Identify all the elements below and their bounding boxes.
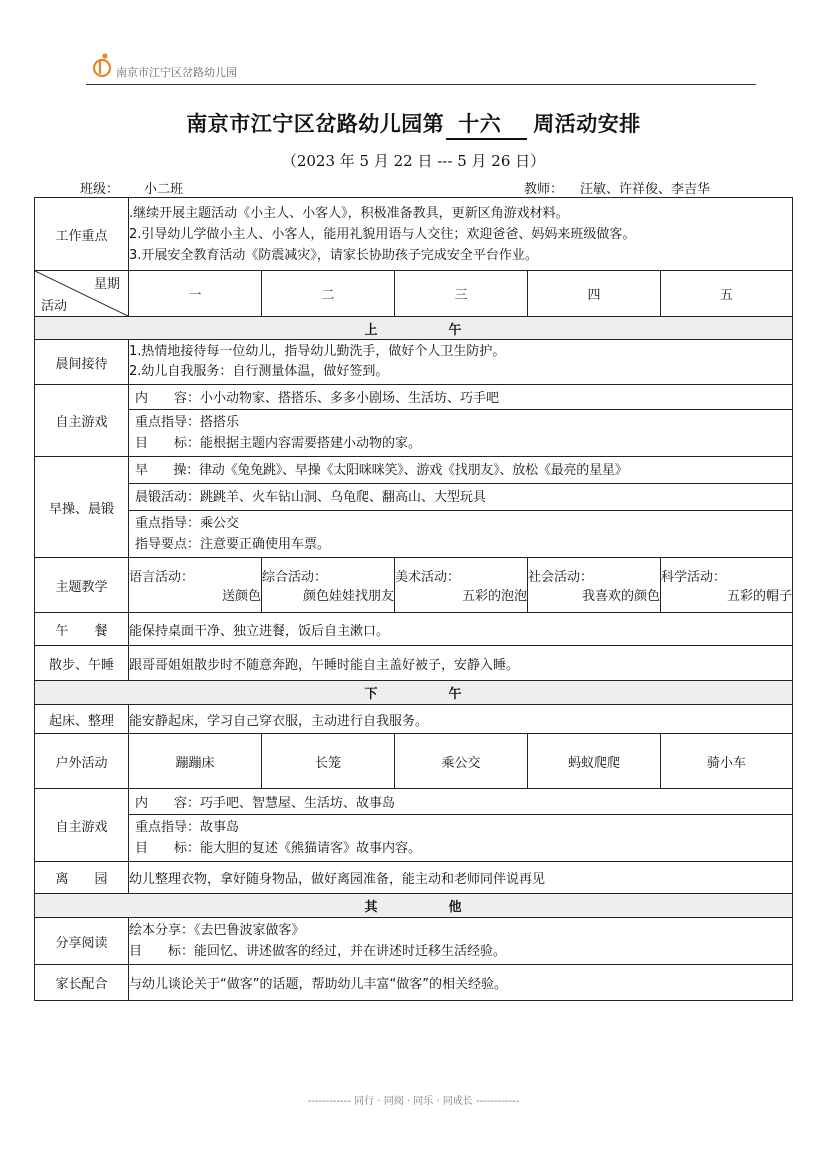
leave-row [35, 862, 793, 894]
wakeup-label: 起床、整理 [35, 705, 129, 734]
afternoon-free-play-row [35, 789, 793, 862]
weekday-wed: 三 [395, 271, 528, 317]
teaching-title: 五彩的帽子 [727, 589, 793, 604]
pm-free-play-guidance [129, 814, 792, 861]
outdoor-tue: 长笼 [262, 734, 395, 789]
teaching-category: 语言活动： [129, 570, 195, 585]
focus-line: .继续开展主题活动《小主人、小客人》，积极准备教具，更新区角游戏材料。 [129, 205, 569, 221]
page-footer: ------------ 同行 · 同阅 · 同乐 · 同成长 ------------ [307, 1096, 520, 1107]
reading-label: 分享阅读 [35, 918, 129, 965]
section-morning: 上 午 [35, 317, 793, 340]
free-play-label: 自主游戏 [35, 385, 129, 457]
teacher-label: 教师： [524, 182, 564, 197]
focus-line: 2.引导幼儿学做小主人、小客人，能用礼貌用语与人交往；欢迎爸爸、妈妈来班级做客。 [129, 226, 636, 242]
teaching-cell-tue [262, 558, 395, 613]
outdoor-fri: 骑小车 [661, 734, 793, 789]
teaching-title: 我喜欢的颜色 [581, 589, 660, 604]
exercise-points: 指导要点：注意要正确使用车票。 [135, 537, 331, 552]
morning-reception-row [35, 340, 793, 385]
outdoor-thu: 蚂蚁爬爬 [528, 734, 661, 789]
parents-label: 家长配合 [35, 965, 129, 1001]
free-play-focus: 重点指导：搭搭乐 [135, 415, 240, 430]
title-week-number: 十六 [446, 108, 527, 140]
free-play-areas: 内 容：小小动物家、搭搭乐、多多小剧场、生活坊、巧手吧 [135, 391, 500, 406]
teaching-category: 美术活动： [395, 570, 461, 585]
free-play-goal: 目 标：能根据主题内容需要搭建小动物的家。 [135, 436, 422, 451]
teaching-category: 社会活动： [528, 570, 594, 585]
exercise-guidance [129, 510, 792, 557]
morning-exercise-routine: 早 操：律动《兔兔跳》、早操《太阳咪咪笑》、游戏《找朋友》、放松《最亮的星星》 [135, 463, 628, 478]
theme-teaching-row [35, 558, 793, 613]
parents-text: 与幼儿谈论关于“做客”的话题，帮助幼儿丰富“做客”的相关经验。 [129, 965, 793, 1001]
teaching-cell-wed [395, 558, 528, 613]
section-other: 其 他 [35, 894, 793, 918]
focus-row [35, 198, 793, 271]
teaching-label: 主题教学 [35, 558, 129, 613]
title-suffix: 周活动安排 [533, 111, 641, 136]
teaching-cell-mon [129, 558, 262, 613]
morning-free-play-row [35, 385, 793, 457]
weekday-mon: 一 [129, 271, 262, 317]
teacher-value: 汪敏、许祥俊、李吉华 [576, 178, 754, 198]
morning-exercise-activities: 晨锻活动：跳跳羊、火车钻山洞、乌龟爬、翻高山、大型玩具 [129, 483, 792, 510]
class-value: 小二班 [136, 178, 292, 198]
date-range: （2023 年 5 月 22 日 --- 5 月 26 日） [281, 152, 546, 170]
pm-free-play-goal: 目 标：能大胆的复述《熊猫请客》故事内容。 [135, 840, 422, 856]
pm-free-play-areas: 内 容：巧手吧、智慧屋、生活坊、故事岛 [135, 795, 396, 811]
lunch-label: 午 餐 [35, 613, 129, 646]
class-label: 班级： [80, 182, 120, 197]
pm-free-play-content [129, 789, 793, 862]
walk-nap-row [35, 646, 793, 681]
teaching-category: 科学活动： [661, 570, 727, 585]
morning-exercise-row [35, 457, 793, 558]
lunch-text: 能保持桌面干净、独立进餐，饭后自主漱口。 [129, 613, 793, 646]
reading-content [129, 918, 793, 965]
weekday-fri: 五 [661, 271, 793, 317]
weekday-thu: 四 [528, 271, 661, 317]
lunch-row [35, 613, 793, 646]
section-afternoon: 下 午 [35, 681, 793, 705]
leave-label: 离 园 [35, 862, 129, 894]
nap-text: 跟哥哥姐姐散步时不随意奔跑，午睡时能自主盖好被子，安静入睡。 [129, 646, 793, 681]
teaching-cell-fri [661, 558, 793, 613]
teaching-title: 送颜色 [221, 589, 261, 604]
header-school-name: 南京市江宁区岔路幼儿园 [116, 66, 237, 79]
exercise-focus: 重点指导：乘公交 [135, 516, 240, 531]
reception-content [129, 340, 793, 385]
outdoor-wed: 乘公交 [395, 734, 528, 789]
teaching-title: 五彩的泡泡 [461, 589, 527, 604]
focus-label: 工作重点 [35, 198, 129, 271]
exercise-content [129, 457, 793, 558]
weekly-plan-table [34, 197, 793, 1001]
reading-book: 绘本分享：《去巴鲁波家做客》 [129, 923, 305, 938]
outdoor-label: 户外活动 [35, 734, 129, 789]
reading-row [35, 918, 793, 965]
weekday-tue: 二 [262, 271, 395, 317]
class-teacher-row [60, 178, 760, 198]
teaching-title: 颜色娃娃找朋友 [302, 589, 394, 604]
reception-line: 1.热情地接待每一位幼儿，指导幼儿勤洗手，做好个人卫生防护。 [129, 344, 506, 359]
header-activity-label: 活动 [41, 299, 68, 314]
reception-label: 晨间接待 [35, 340, 129, 385]
leave-text: 幼儿整理衣物，拿好随身物品，做好离园准备，能主动和老师同伴说再见 [129, 862, 793, 894]
pm-free-play-focus: 重点指导：故事岛 [135, 819, 240, 835]
free-play-guidance [129, 409, 792, 456]
title-prefix: 南京市江宁区岔路幼儿园第 [186, 111, 445, 136]
focus-content [129, 198, 793, 271]
page-header [86, 46, 756, 85]
outdoor-row [35, 734, 793, 789]
header-weekday-label: 星期 [93, 277, 120, 292]
weekday-header-row [35, 271, 793, 317]
exercise-label: 早操、晨锻 [35, 457, 129, 558]
teaching-cell-thu [528, 558, 661, 613]
wakeup-text: 能安静起床，学习自己穿衣服，主动进行自我服务。 [129, 705, 793, 734]
parents-row [35, 965, 793, 1001]
free-play-content [129, 385, 793, 457]
outdoor-mon: 蹦蹦床 [129, 734, 262, 789]
school-logo-icon [90, 52, 114, 78]
diagonal-header-cell [35, 271, 129, 317]
reception-line: 2.幼儿自我服务：自行测量体温，做好签到。 [129, 364, 389, 379]
pm-free-play-label: 自主游戏 [35, 789, 129, 862]
focus-line: 3.开展安全教育活动《防震减灾》，请家长协助孩子完成安全平台作业。 [129, 247, 538, 263]
reading-goal: 目 标：能回忆、讲述做客的经过，并在讲述时迁移生活经验。 [129, 944, 507, 959]
page-title [0, 108, 827, 140]
nap-label: 散步、午睡 [35, 646, 129, 681]
teaching-category: 综合活动： [262, 570, 328, 585]
wakeup-row [35, 705, 793, 734]
